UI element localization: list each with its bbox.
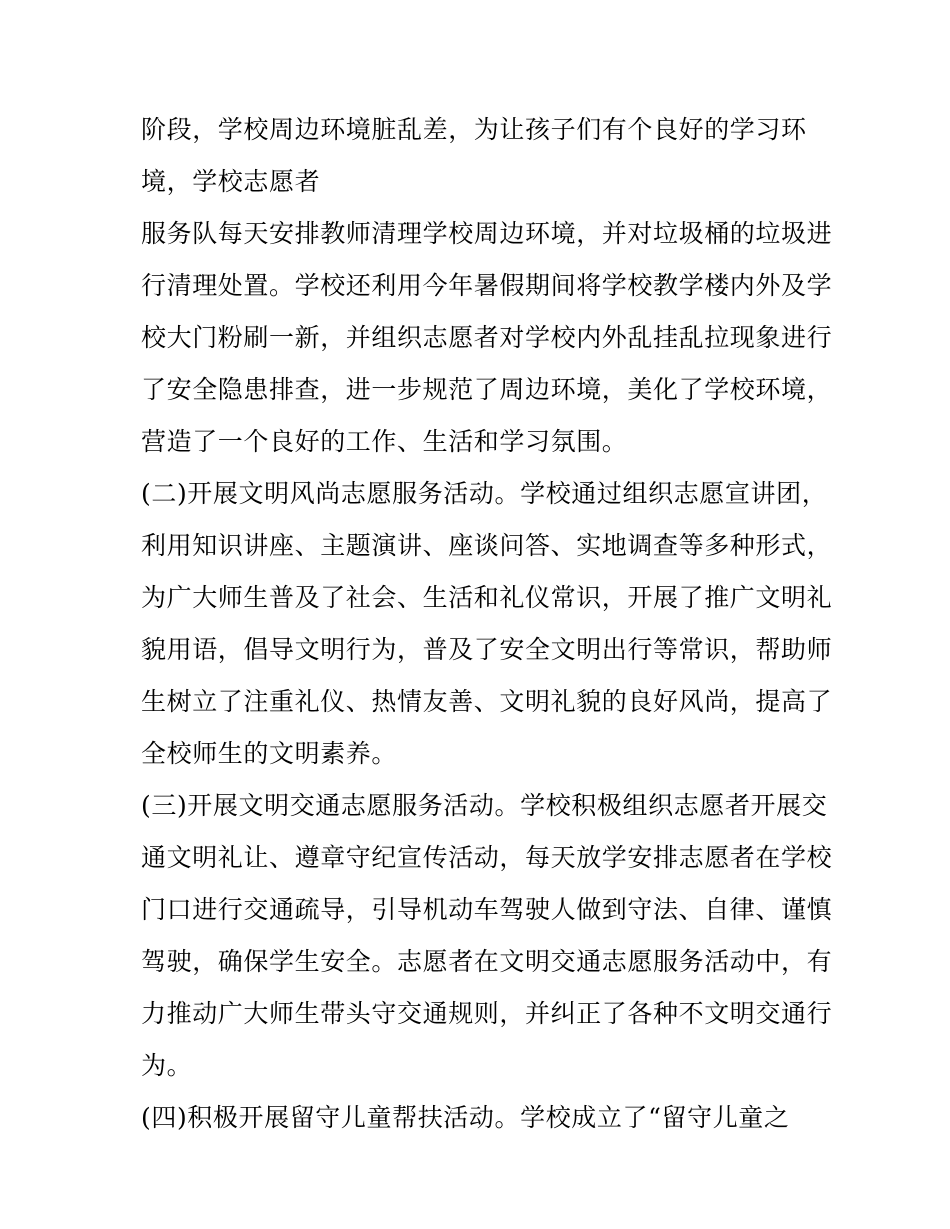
text-line: 力推动广大师生带头守交通规则，并纠正了各种不文明交通行 bbox=[141, 999, 833, 1028]
text-line: 通文明礼让、遵章守纪宣传活动，每天放学安排志愿者在学校 bbox=[141, 843, 833, 872]
text-line: (三)开展文明交通志愿服务活动。学校积极组织志愿者开展交 bbox=[141, 791, 828, 820]
text-line: 阶段，学校周边环境脏乱差，为让孩子们有个良好的学习环 bbox=[141, 115, 807, 144]
text-line: 为。 bbox=[141, 1051, 193, 1080]
text-line: 生树立了注重礼仪、热情友善、文明礼貌的良好风尚，提高了 bbox=[141, 687, 833, 716]
text-line: 了安全隐患排查，进一步规范了周边环境，美化了学校环境， bbox=[141, 375, 833, 404]
text-line: 驾驶，确保学生安全。志愿者在文明交通志愿服务活动中，有 bbox=[141, 947, 833, 976]
text-line: 为广大师生普及了社会、生活和礼仪常识，开展了推广文明礼 bbox=[141, 583, 833, 612]
text-line: 营造了一个良好的工作、生活和学习氛围。 bbox=[141, 427, 628, 456]
text-line: 全校师生的文明素养。 bbox=[141, 739, 398, 768]
text-line: 貌用语，倡导文明行为，普及了安全文明出行等常识，帮助师 bbox=[141, 635, 833, 664]
text-line: 校大门粉刷一新，并组织志愿者对学校内外乱挂乱拉现象进行 bbox=[141, 323, 833, 352]
text-line: 服务队每天安排教师清理学校周边环境，并对垃圾桶的垃圾进 bbox=[141, 219, 833, 248]
document-body bbox=[141, 104, 833, 1144]
text-line: 门口进行交通疏导，引导机动车驾驶人做到守法、自律、谨慎 bbox=[141, 895, 833, 924]
text-line: (四)积极开展留守儿童帮扶活动。学校成立了“留守儿童之 bbox=[141, 1103, 790, 1132]
text-line: (二)开展文明风尚志愿服务活动。学校通过组织志愿宣讲团， bbox=[141, 479, 828, 508]
text-line: 境，学校志愿者 bbox=[141, 167, 321, 196]
text-line: 利用知识讲座、主题演讲、座谈问答、实地调查等多种形式， bbox=[141, 531, 833, 560]
text-line: 行清理处置。学校还利用今年暑假期间将学校教学楼内外及学 bbox=[141, 271, 833, 300]
